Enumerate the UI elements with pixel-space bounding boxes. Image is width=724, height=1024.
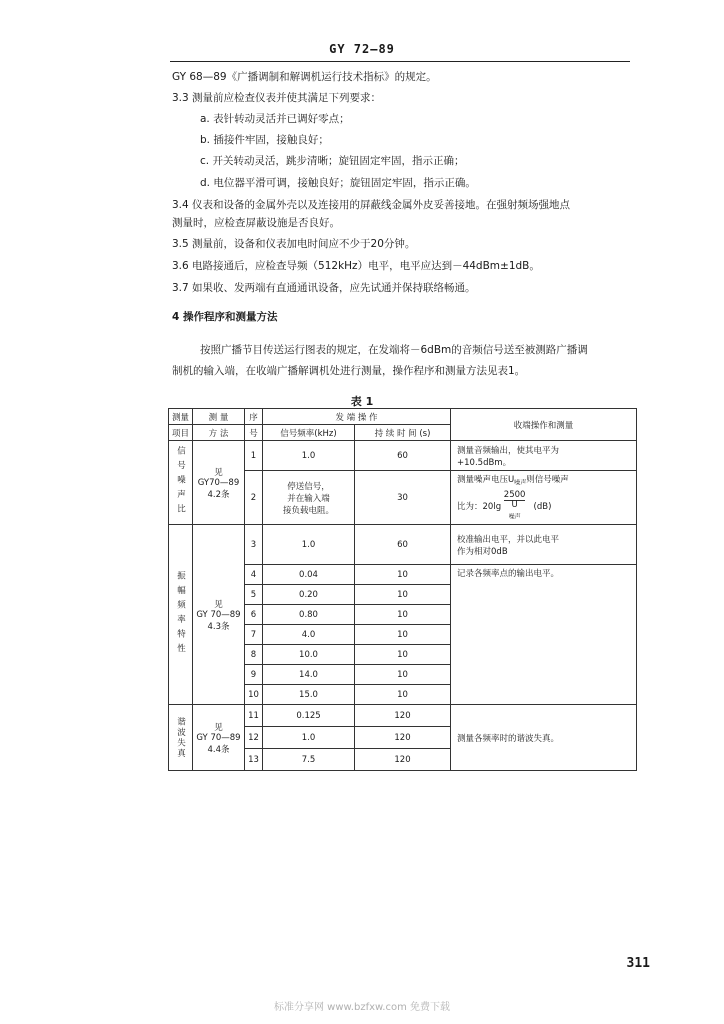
- duration-cell: 60: [355, 525, 451, 565]
- group-item-amp-freq: 振幅频率特性: [169, 525, 193, 705]
- freq-cell: 4.0: [263, 625, 355, 645]
- duration-cell: 10: [355, 565, 451, 585]
- seq-cell: 13: [245, 749, 263, 771]
- group-method-snr: 见 GY70—89 4.2条: [193, 441, 245, 525]
- paragraph-line: 制机的输入端，在收端广播解调机处进行测量，操作程序和测量方法见表1。: [172, 365, 526, 377]
- duration-cell: 120: [355, 705, 451, 727]
- header-method-2: 方 法: [193, 425, 245, 441]
- freq-cell: 14.0: [263, 665, 355, 685]
- operation-table: [168, 408, 637, 771]
- table-row: [169, 441, 637, 471]
- list-item-b: b. 插接件牢固，接触良好；: [200, 134, 329, 146]
- seq-cell: 5: [245, 585, 263, 605]
- header-method: 测 量: [193, 409, 245, 425]
- list-item-a: a. 表针转动灵活并已调好零点；: [200, 113, 350, 125]
- recv-cell: 测量噪声电压$U_{噪声}$则信号噪声 比为：20lg 2500 U $_{噪声}$ (dB): [451, 471, 637, 525]
- seq-cell: 11: [245, 705, 263, 727]
- freq-cell: 0.04: [263, 565, 355, 585]
- section-4-heading: 4 操作程序和测量方法: [172, 311, 278, 323]
- duration-cell: 60: [355, 441, 451, 471]
- paragraph-line: 按照广播节目传送运行图表的规定，在发端将－6dBm的音频信号送至被测路广播调: [200, 344, 588, 356]
- freq-cell: 0.20: [263, 585, 355, 605]
- recv-cell: 测量各频率时的谐波失真。: [451, 705, 637, 771]
- recv-cell: 记录各频率点的输出电平。: [451, 565, 637, 705]
- table-row: [169, 705, 637, 727]
- seq-cell: 9: [245, 665, 263, 685]
- duration-cell: 10: [355, 665, 451, 685]
- seq-cell: 10: [245, 685, 263, 705]
- list-item-d: d. 电位器平滑可调，接触良好；旋钮固定牢固，指示正确。: [200, 177, 476, 189]
- seq-cell: 1: [245, 441, 263, 471]
- text-line: GY 68—89《广播调制和解调机运行技术指标》的规定。: [172, 71, 437, 83]
- recv-cell: 校准输出电平，并以此电平 作为相对0dB: [451, 525, 637, 565]
- freq-cell: 15.0: [263, 685, 355, 705]
- header-freq: 信号频率(kHz): [263, 425, 355, 441]
- watermark: 标准分享网 www.bzfxw.com 免费下载: [274, 1002, 450, 1013]
- header-seq-2: 号: [245, 425, 263, 441]
- duration-cell: 10: [355, 645, 451, 665]
- header-send-op: 发 端 操 作: [263, 409, 451, 425]
- freq-cell: 1.0: [263, 525, 355, 565]
- clause-3-4: 3.4 仪表和设备的金属外壳以及连接用的屏蔽线金属外皮妥善接地。在强射频场强地点: [172, 199, 571, 211]
- clause-3-4-cont: 测量时，应检查屏蔽设施是否良好。: [172, 217, 340, 229]
- freq-cell: 1.0: [263, 727, 355, 749]
- freq-cell: 0.125: [263, 705, 355, 727]
- clause-3-5: 3.5 测量前，设备和仪表加电时间应不少于20分钟。: [172, 238, 416, 250]
- standard-header: GY 72—89: [329, 42, 395, 56]
- group-method-distortion: 见 GY 70—89 4.4条: [193, 705, 245, 771]
- header-rule: [170, 61, 630, 62]
- seq-cell: 3: [245, 525, 263, 565]
- clause-3-7: 3.7 如果收、发两端有直通通讯设备，应先试通并保持联络畅通。: [172, 282, 476, 294]
- seq-cell: 2: [245, 471, 263, 525]
- freq-cell: 10.0: [263, 645, 355, 665]
- seq-cell: 6: [245, 605, 263, 625]
- duration-cell: 120: [355, 727, 451, 749]
- seq-cell: 8: [245, 645, 263, 665]
- group-item-snr: 信号噪声比: [169, 441, 193, 525]
- freq-cell: 1.0: [263, 441, 355, 471]
- seq-cell: 4: [245, 565, 263, 585]
- seq-cell: 12: [245, 727, 263, 749]
- header-seq: 序: [245, 409, 263, 425]
- duration-cell: 10: [355, 625, 451, 645]
- table-row: [169, 525, 637, 565]
- duration-cell: 120: [355, 749, 451, 771]
- clause-3-6: 3.6 电路接通后，应检查导频（512kHz）电平，电平应达到－44dBm±1dB。: [172, 260, 540, 272]
- header-recv: 收端操作和测量: [451, 409, 637, 441]
- header-duration: 持 续 时 间 (s): [355, 425, 451, 441]
- recv-cell: 测量音频输出，使其电平为 +10.5dBm。: [451, 441, 637, 471]
- duration-cell: 10: [355, 685, 451, 705]
- page-number: 311: [626, 956, 650, 971]
- header-item: 测量: [169, 409, 193, 425]
- duration-cell: 10: [355, 585, 451, 605]
- clause-3-3: 3.3 测量前应检查仪表并使其满足下列要求：: [172, 92, 382, 104]
- group-item-distortion: 谐波失真: [169, 705, 193, 771]
- table-caption: 表 1: [350, 395, 374, 408]
- seq-cell: 7: [245, 625, 263, 645]
- freq-cell: 7.5: [263, 749, 355, 771]
- duration-cell: 30: [355, 471, 451, 525]
- header-item-2: 项目: [169, 425, 193, 441]
- duration-cell: 10: [355, 605, 451, 625]
- group-method-amp-freq: 见 GY 70—89 4.3条: [193, 525, 245, 705]
- list-item-c: c. 开关转动灵活，跳步清晰；旋钮固定牢固，指示正确；: [200, 155, 465, 167]
- freq-cell: 0.80: [263, 605, 355, 625]
- freq-cell: 停送信号， 并在输入端 接负载电阻。: [263, 471, 355, 525]
